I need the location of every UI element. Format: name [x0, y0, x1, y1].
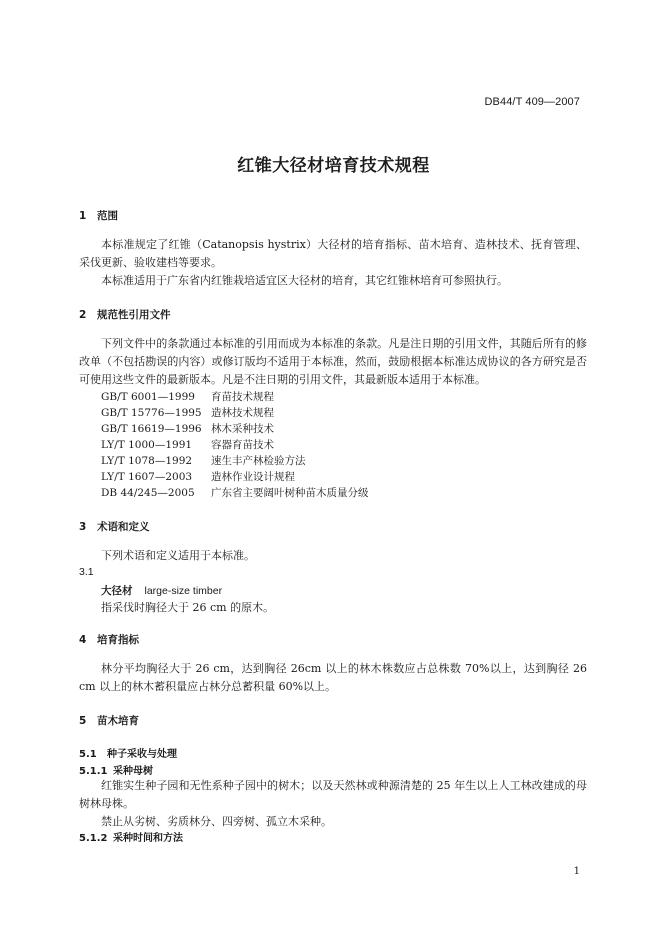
standard-code: DB44/T 409—2007 [484, 96, 580, 108]
section-number: 2 [79, 309, 87, 321]
subsection-5-1-heading [79, 745, 177, 760]
section-5-heading [79, 713, 139, 728]
reference-code: GB/T 15776—1995 [101, 407, 202, 419]
subsection-title: 采种母树 [113, 766, 153, 777]
section-number: 5 [79, 715, 87, 727]
section-title: 规范性引用文件 [97, 309, 171, 321]
subsection-5-1-1-paragraph-1 [79, 777, 587, 813]
term-english: large-size timber [144, 585, 223, 597]
document-title: 红锥大径材培育技术规程 [237, 156, 430, 176]
reference-code: LY/T 1607—2003 [101, 471, 193, 483]
term-chinese: 大径材 [101, 585, 133, 597]
section-2-heading [79, 307, 171, 322]
reference-code: LY/T 1000—1991 [101, 439, 193, 451]
paragraph-text: 红锥实生种子园和无性系种子园中的树木；以及天然林或种源清楚的 25 年生以上人工林改建成的母树林母株。 [79, 779, 587, 810]
section-title: 培育指标 [97, 634, 139, 646]
subsection-5-1-2-heading [79, 829, 183, 844]
section-1-heading [79, 208, 118, 223]
reference-item [101, 485, 369, 500]
subsection-title: 采种时间和方法 [113, 833, 183, 844]
reference-title: 速生丰产林检验方法 [211, 455, 306, 467]
term-entry [101, 583, 222, 598]
reference-item [101, 405, 274, 420]
subsection-number: 5.1.2 [79, 833, 108, 844]
section-1-paragraph-2 [79, 272, 587, 290]
section-number: 4 [79, 634, 87, 646]
paragraph-text: 下列文件中的条款通过本标准的引用而成为本标准的条款。凡是注日期的引用文件，其随后所有的修改单（不包括勘误的内容）或修订版均不适用于本标准，然而，鼓励根据本标准达成协议的各方研究是否可使用这些文件的最新版本。凡是不注日期的引用文件，其最新版本适用于本标准。 [79, 337, 587, 386]
paragraph-text: 本标准规定了红锥（Catanopsis hystrix）大径材的培育指标、苗木培育、造林技术、抚育管理、采伐更新、验收建档等要求。 [79, 238, 587, 269]
reference-item [101, 453, 306, 468]
subsection-number: 5.1 [79, 749, 97, 760]
reference-title: 容器育苗技术 [211, 439, 274, 451]
reference-code: GB/T 6001—1999 [101, 391, 195, 403]
subsection-5-1-1-paragraph-2: 禁止从劣树、劣质林分、四旁树、孤立木采种。 [101, 815, 332, 828]
reference-title: 育苗技术规程 [211, 391, 274, 403]
section-3-heading [79, 519, 150, 534]
reference-code: GB/T 16619—1996 [101, 423, 202, 435]
paragraph-text: 本标准适用于广东省内红锥栽培适宜区大径材的培育，其它红锥林培育可参照执行。 [101, 274, 508, 287]
reference-item [101, 421, 274, 436]
subsection-title: 种子采收与处理 [107, 749, 177, 760]
section-title: 术语和定义 [97, 521, 150, 533]
section-1-paragraph-1 [79, 236, 587, 272]
section-2-paragraph-1 [79, 335, 587, 389]
term-definition: 指采伐时胸径大于 26 cm 的原木。 [101, 601, 275, 614]
section-4-paragraph-1 [79, 660, 587, 696]
reference-code: DB 44/245—2005 [101, 487, 195, 499]
reference-title: 造林作业设计规程 [211, 471, 295, 483]
subsection-5-1-1-heading [79, 762, 153, 777]
page-number: 1 [573, 866, 580, 877]
section-number: 3 [79, 521, 87, 533]
section-title: 范围 [97, 210, 118, 222]
reference-title: 林木采种技术 [211, 423, 274, 435]
paragraph-text: 林分平均胸径大于 26 cm，达到胸径 26cm 以上的林木株数应占总株数 70%以上，达到胸径 26 cm 以上的林木蓄积量应占林分总蓄积量 60%以上。 [79, 662, 587, 693]
reference-item [101, 469, 295, 484]
section-3-paragraph-1: 下列术语和定义适用于本标准。 [101, 549, 255, 562]
reference-item [101, 389, 274, 404]
reference-item [101, 437, 274, 452]
reference-title: 造林技术规程 [211, 407, 274, 419]
section-number: 1 [79, 210, 87, 222]
subsection-number: 5.1.1 [79, 766, 108, 777]
reference-title: 广东省主要阔叶树种苗木质量分级 [211, 487, 369, 499]
term-number: 3.1 [79, 566, 94, 578]
section-title: 苗木培育 [97, 715, 139, 727]
section-4-heading [79, 632, 139, 647]
reference-code: LY/T 1078—1992 [101, 455, 193, 467]
